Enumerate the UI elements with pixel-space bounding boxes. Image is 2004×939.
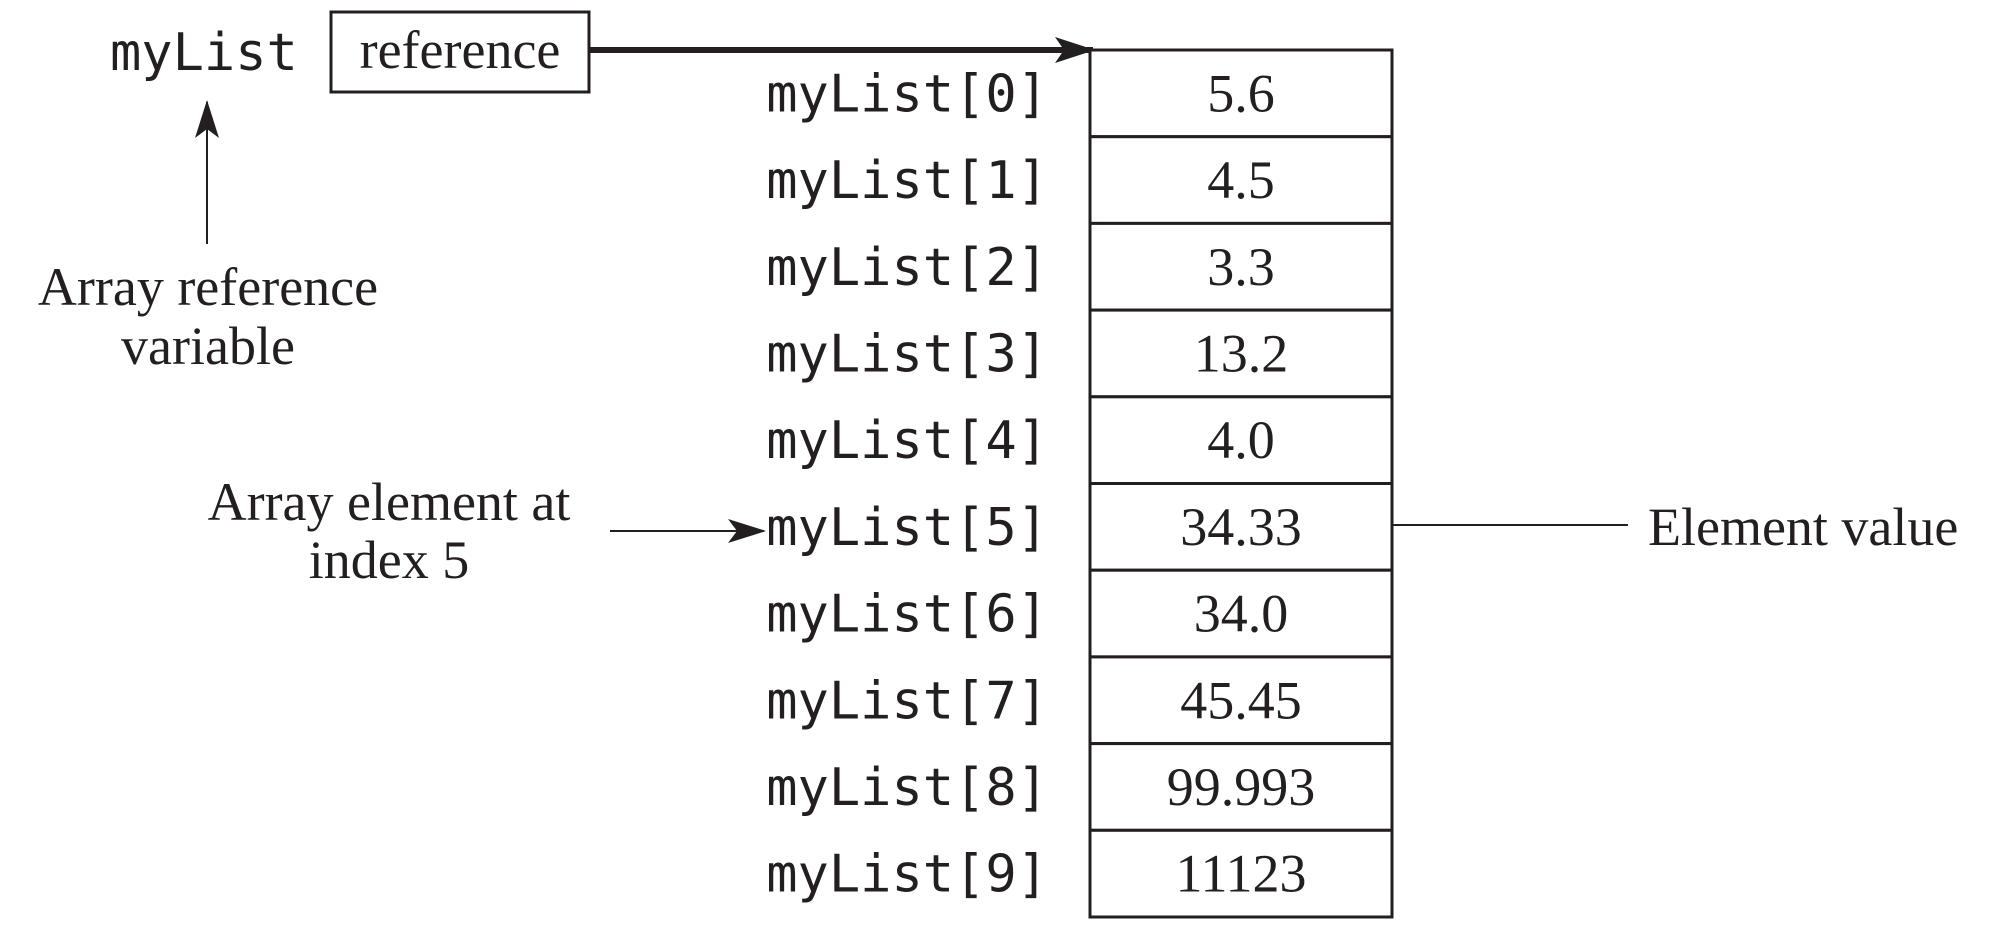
ref-variable-annotation-line2: variable (121, 316, 295, 376)
array-cell-value: 13.2 (1193, 323, 1289, 384)
array-index-label: myList[2] (766, 237, 1048, 298)
array-cell (766, 657, 1392, 744)
array-cell-value: 99.993 (1166, 756, 1316, 817)
element-index-annotation-line1: Array element at (207, 472, 571, 532)
array-cell (766, 744, 1392, 831)
array-cell (766, 223, 1392, 310)
array-index-label: myList[0] (766, 64, 1048, 125)
reference-box (331, 12, 589, 92)
array-cells (766, 50, 1392, 917)
array-index-label: myList[4] (766, 411, 1048, 472)
array-index-label: myList[7] (766, 671, 1048, 732)
array-cell-value: 5.6 (1207, 63, 1275, 124)
array-cell (766, 830, 1392, 917)
array-cell-value: 4.5 (1207, 150, 1275, 211)
array-index-label: myList[1] (766, 151, 1048, 212)
array-cell (766, 137, 1392, 224)
array-cell (766, 484, 1392, 571)
array-index-label: myList[3] (766, 324, 1048, 385)
array-index-label: myList[8] (766, 757, 1048, 818)
array-index-label: myList[9] (766, 844, 1048, 905)
array-index-label: myList[5] (766, 497, 1048, 558)
array-cell (766, 50, 1392, 137)
element-value-annotation: Element value (1648, 497, 1959, 557)
array-cell (766, 397, 1392, 484)
array-cell-value: 34.33 (1180, 496, 1302, 557)
array-cell (766, 310, 1392, 397)
ref-variable-annotation-line1: Array reference (37, 257, 379, 317)
reference-box-label: reference (359, 20, 561, 80)
array-cell-value: 11123 (1175, 843, 1307, 904)
array-cell-value: 34.0 (1193, 583, 1289, 644)
element-index-annotation-line2: index 5 (308, 530, 470, 590)
array-cell-value: 3.3 (1207, 236, 1275, 297)
array-cell-value: 45.45 (1180, 670, 1302, 731)
array-index-label: myList[6] (766, 584, 1048, 645)
array-cell (766, 570, 1392, 657)
variable-name: myList (110, 23, 298, 83)
array-cell-value: 4.0 (1207, 410, 1275, 471)
